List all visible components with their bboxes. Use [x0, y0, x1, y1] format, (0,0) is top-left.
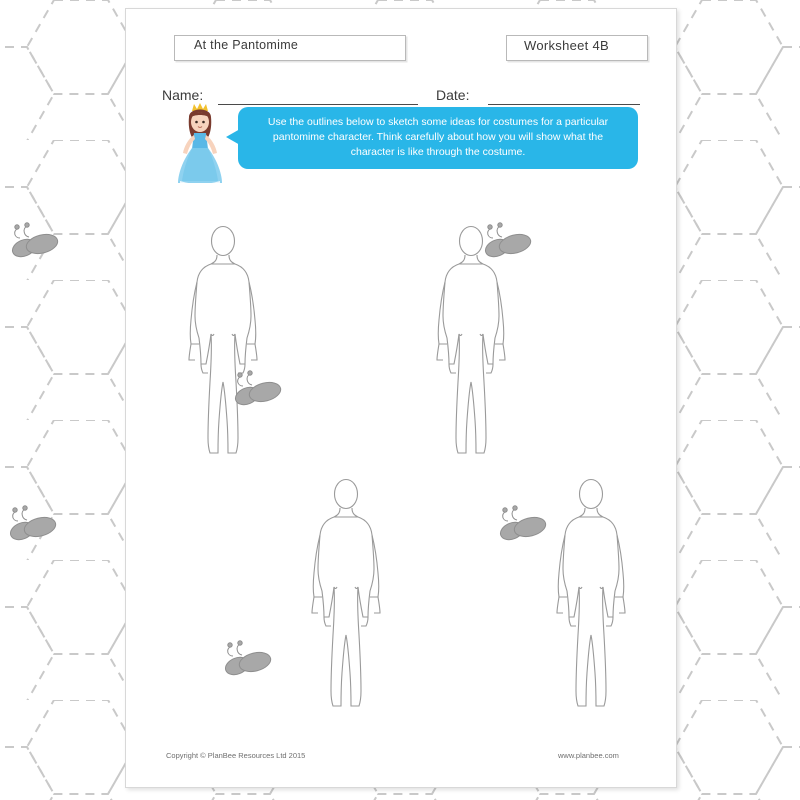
worksheet-label: Worksheet 4B [524, 38, 610, 53]
instruction-speech-bubble [238, 107, 638, 169]
bee-icon-4 [0, 505, 60, 553]
figure-outline-4 [536, 477, 646, 709]
name-input-line[interactable] [218, 104, 418, 105]
figure-outline-3 [291, 477, 401, 709]
bee-icon-5 [490, 505, 550, 553]
copyright-notice: Copyright © PlanBee Resources Ltd 2015 [166, 751, 306, 760]
name-label: Name: [162, 87, 204, 103]
bee-icon-1 [2, 222, 62, 270]
instruction-text: Use the outlines below to sketch some ideas for costumes for a particular pantomime character. Think carefully about how you will show what the character is like through the costume. [267, 116, 609, 158]
worksheet-header [126, 9, 676, 65]
date-input-line[interactable] [488, 104, 640, 105]
date-label: Date: [436, 87, 470, 103]
page-title: At the Pantomime [194, 38, 299, 52]
princess-character-illustration [166, 95, 236, 191]
worksheet-page [125, 8, 677, 788]
bee-icon-6 [215, 640, 275, 688]
website-link[interactable]: www.planbee.com [558, 751, 619, 760]
bee-icon-2 [475, 222, 535, 270]
figure-outline-1 [168, 224, 278, 456]
bee-icon-3 [225, 370, 285, 418]
